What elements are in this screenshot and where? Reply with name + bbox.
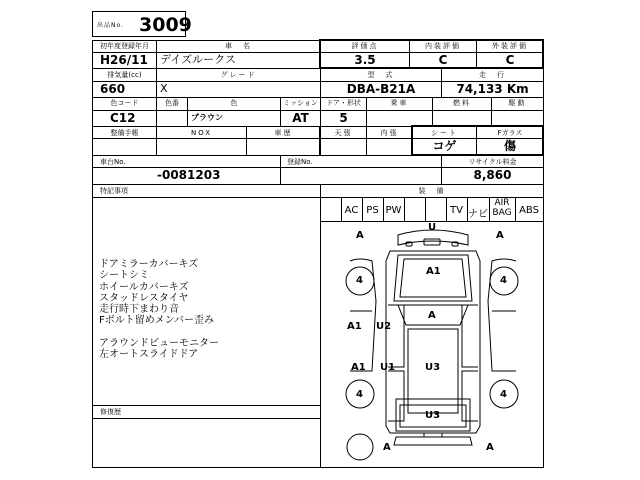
equipment-airbag: AIR BAG [492, 198, 512, 218]
damage-rear-right-corner: A [486, 442, 494, 453]
header-exterior-grade: 外装評価 [492, 42, 528, 50]
note-line: スタッドレスタイヤ [99, 292, 189, 304]
header-service-book: 整備手帳 [110, 129, 139, 137]
displacement-value: 660 [100, 82, 126, 96]
header-color-number: 色番 [165, 99, 179, 107]
header-car-history: 車歴 [274, 129, 293, 137]
chassis-number-value: -0081203 [157, 168, 221, 182]
header-registration-number: 登録No. [287, 158, 313, 166]
header-fuel: 燃料 [453, 99, 471, 107]
header-seat: シート [431, 129, 458, 137]
exterior-grade-value: C [505, 53, 515, 67]
header-equipment: 装 備 [418, 187, 446, 195]
header-interior-grade: 内装評価 [425, 42, 461, 50]
note-line: 左オートスライドドア [99, 349, 199, 361]
header-nox: NOX [190, 129, 213, 137]
header-first-registration: 初年度登録年月 [100, 42, 149, 50]
note-line: Fボルト留めメンバー歪み [99, 315, 215, 327]
grade-value: X [160, 82, 168, 95]
note-line [99, 327, 219, 338]
header-transmission: ミッション [283, 99, 318, 107]
header-color: 色 [230, 99, 238, 107]
equipment-abs: ABS [519, 205, 539, 216]
notes-list [99, 259, 219, 361]
header-trim: 内張 [380, 129, 399, 137]
seat-value: コゲ [432, 139, 457, 153]
mileage-value: 74,133 Km [456, 82, 529, 96]
transmission-value: AT [292, 111, 309, 125]
damage-left-front-door: U2 [376, 321, 392, 332]
recycle-fee-value: 8,860 [473, 168, 512, 182]
score-value: 3.5 [354, 53, 376, 67]
header-notes: 特記事項 [100, 187, 128, 195]
header-color-code: 色コード [110, 99, 139, 107]
lot-label: 出品No. [97, 22, 124, 29]
equipment-navi: ナビ [468, 209, 488, 220]
first-registration-value: H26/11 [100, 53, 148, 67]
header-repair-history: 修復歴 [100, 408, 121, 416]
damage-left-rear-door: U1 [380, 362, 396, 373]
damage-front-bumper: U [428, 222, 437, 233]
note-line: 走行時下まわり音 [99, 304, 179, 316]
interior-grade-value: C [438, 53, 448, 67]
car-damage-diagram [320, 221, 543, 467]
header-drive: 駆動 [508, 99, 527, 107]
damage-bonnet: A1 [426, 266, 441, 277]
damage-roof: U3 [425, 362, 441, 373]
tire-rear-left-grade: 4 [356, 389, 363, 400]
header-front-glass: Fガラス [497, 129, 523, 137]
note-line: ホイールカバーキズ [99, 281, 189, 293]
header-score: 評価点 [351, 42, 379, 50]
header-doors: ドア・形状 [326, 99, 361, 107]
damage-left-side: A1 [351, 362, 366, 373]
tire-front-right-grade: 4 [500, 275, 507, 286]
car-name-value: デイズルークス [160, 53, 237, 66]
color-value: ブラウン [191, 113, 223, 122]
header-mileage: 走 行 [479, 71, 506, 79]
note-line: ドアミラーカバーキズ [99, 259, 199, 270]
header-car-name: 車 名 [225, 42, 252, 50]
damage-rear-left-corner: A [383, 442, 391, 453]
header-chassis-number: 車台No. [100, 158, 126, 166]
header-displacement: 排気量(cc) [107, 71, 142, 79]
model-code-value: DBA-B21A [346, 82, 416, 96]
header-seating: 乗車 [390, 99, 409, 107]
damage-windshield: A [428, 310, 436, 321]
note-line: アラウンドビューモニター [99, 338, 219, 350]
damage-left-fender: A1 [347, 321, 362, 332]
tire-rear-right-grade: 4 [500, 389, 507, 400]
equipment-tv: TV [450, 205, 463, 216]
equipment-ps: PS [366, 205, 379, 216]
tire-front-left-grade: 4 [356, 275, 363, 286]
damage-rear-gate: U3 [425, 410, 441, 421]
doors-value: 5 [339, 111, 348, 125]
color-code-value: C12 [110, 111, 136, 125]
front-glass-value: 傷 [503, 139, 516, 153]
equipment-ac: AC [344, 205, 359, 216]
header-model-code: 型 式 [367, 71, 395, 79]
spare-wheel-icon [347, 434, 373, 460]
damage-front-left-corner: A [356, 230, 364, 241]
header-recycle-fee: リサイクル料金 [468, 158, 517, 166]
equipment-pw: PW [385, 205, 402, 216]
lot-number: 3009 [139, 14, 192, 36]
header-grade: グレード [220, 71, 257, 79]
damage-front-right-corner: A [496, 230, 504, 241]
note-line: シートシミ [99, 270, 149, 282]
header-headliner: 天張 [334, 129, 353, 137]
